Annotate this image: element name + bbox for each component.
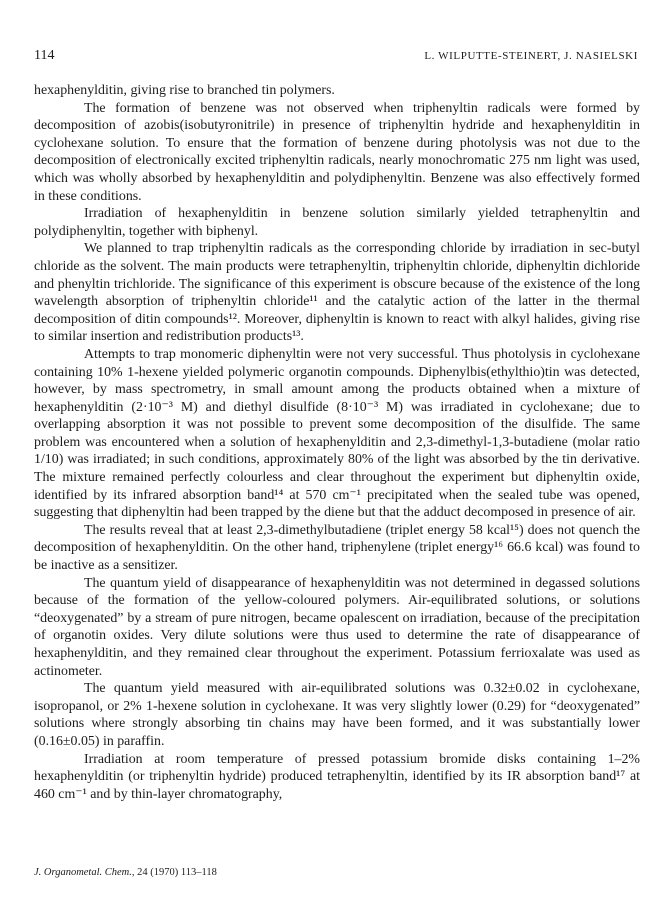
paragraph-kbr-irradiation: Irradiation at room temperature of pressed potassium bromide disks containing 1–2% hexaphenylditin (or triphenyltin hydride) produced tetraphenyltin, identified by its IR absorption band¹⁷ at 460 cm⁻¹ and by thin-layer chromatography, xyxy=(34,751,640,802)
page-number: 114 xyxy=(34,48,55,63)
paragraph-benzene-formation: The formation of benzene was not observed when triphenyltin radicals were formed by decomposition of azobis(isobutyronitrile) in presence of triphenyltin hydride and hexaphenylditin in cyclohexane solution. To ensure that the formation of benzene during photolysis was not due to the decomposition of electronically excited triphenyltin radicals, nearly monochromatic 275 nm light was used, which was wholly absorbed by hexaphenylditin and polydiphenyltin. Benzene was also effectively formed in these conditions. xyxy=(34,100,640,204)
paragraph-quantum-yield-method: The quantum yield of disappearance of hexaphenylditin was not determined in degassed solutions because of the formation of the yellow-coloured polymers. Air-equilibrated solutions, or solutions “deoxygenated” by a stream of pure nitrogen, became opalescent on irradiation, because of the precipitation of organotin oxides. Very dilute solutions were thus used to determine the rate of disappearance of hexaphenylditin, and they remained clear throughout the experiment. Potassium ferrioxalate was used as actinometer. xyxy=(34,575,640,679)
journal-citation: , 24 (1970) 113–118 xyxy=(131,867,217,878)
page-header xyxy=(34,48,638,68)
paragraph-diphenyltin-trapping: Attempts to trap monomeric diphenyltin were not very successful. Thus photolysis in cyclohexane containing 10% 1-hexene yielded polymeric organotin compounds. Diphenylbis(ethylthio)tin was detected, however, by mass spectrometry, in small amount among the products obtained when a mixture of hexaphenylditin (2·10⁻³ M) and diethyl disulfide (8·10⁻³ M) was irradiated in cyclohexane; due to overlapping absorption it was not possible to prevent some decomposition of the disulfide. The same problem was encountered when a solution of hexaphenylditin and 2,3-dimethyl-1,3-butadiene (molar ratio 1/10) was irradiated; in such conditions, approximately 80% of the light was absorbed by the tin derivative. The mixture remained perfectly colourless and clear throughout the experiment but diphenyltin oxide, identified by its infrared absorption band¹⁴ at 570 cm⁻¹ precipitated when the sealed tube was opened, suggesting that diphenyltin had been trapped by the diene but that the adduct decomposed in presence of air. xyxy=(34,346,640,521)
page-footer xyxy=(34,867,217,878)
journal-name: J. Organometal. Chem. xyxy=(34,867,132,878)
paragraph-quantum-yield-values: The quantum yield measured with air-equilibrated solutions was 0.32±0.02 in cyclohexane, isopropanol, or 2% 1-hexene solution in cyclohexane. It was very slightly lower (0.29) for “deoxygenated” solutions where strongly absorbing tin chains may have been formed, and it was substantially lower (0.16±0.05) in paraffin. xyxy=(34,681,640,749)
paragraph-benzene-irradiation: Irradiation of hexaphenylditin in benzene solution similarly yielded tetraphenyltin and polydiphenyltin, together with biphenyl. xyxy=(34,206,640,239)
running-head: L. WILPUTTE-STEINERT, J. NASIELSKI xyxy=(424,50,638,62)
body-text xyxy=(34,82,640,803)
paragraph-continuation: hexaphenylditin, giving rise to branched tin polymers. xyxy=(34,83,335,98)
paragraph-quenching-results: The results reveal that at least 2,3-dimethylbutadiene (triplet energy 58 kcal¹⁵) does not quench the decomposition of hexaphenylditin. On the other hand, triphenylene (triplet energy¹⁶ 66.6 kcal) was found to be inactive as a sensitizer. xyxy=(34,522,640,574)
paragraph-chloride-trapping: We planned to trap triphenyltin radicals as the corresponding chloride by irradiation in sec-butyl chloride as the solvent. The main products were tetraphenyltin, triphenyltin chloride, diphenyltin dichloride and phenyltin trichloride. The significance of this experiment is obscure because of the existence of the long wavelength absorption of triphenyltin chloride¹¹ and the catalytic action of the latter in the thermal decomposition of ditin compounds¹². Moreover, diphenyltin is known to react with alkyl halides, giving rise to similar insertion and redistribution products¹³. xyxy=(34,241,640,345)
